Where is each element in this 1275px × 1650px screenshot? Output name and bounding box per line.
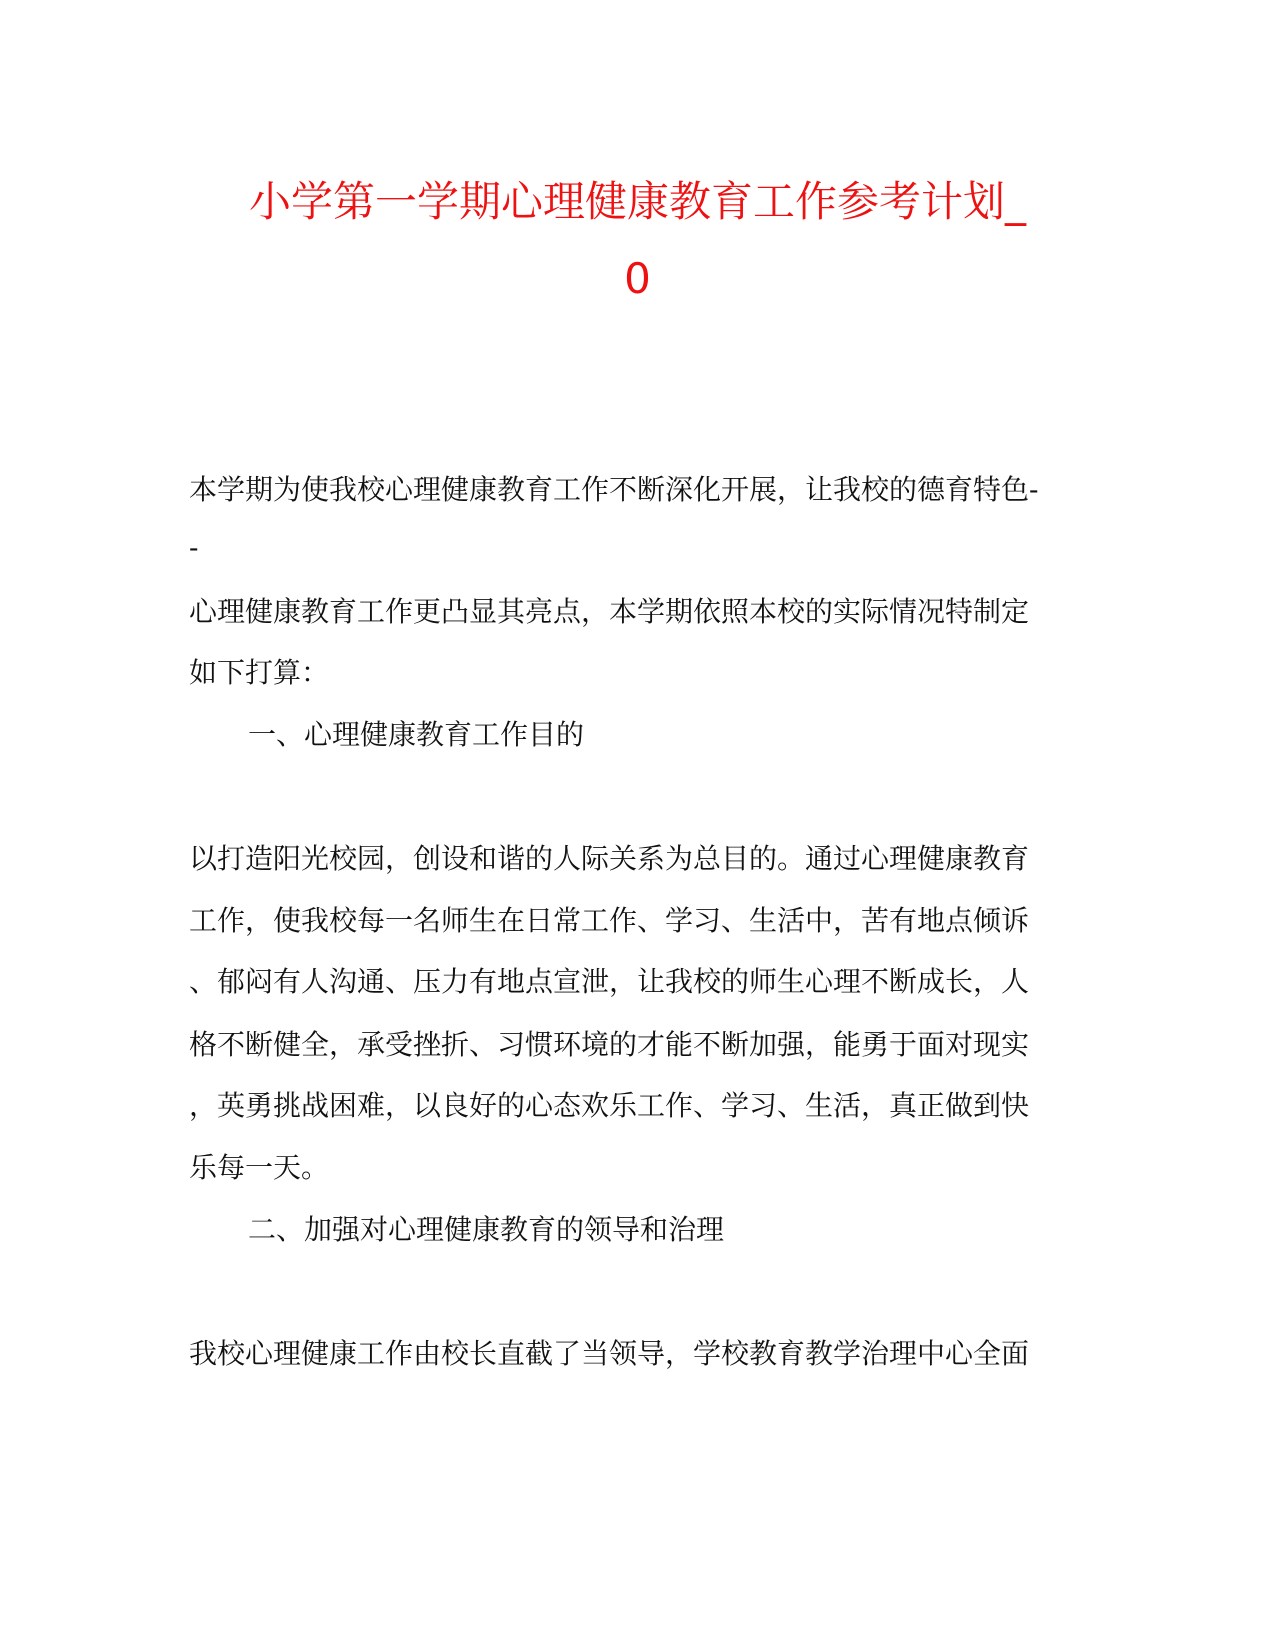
body-line: 工作，使我校每一名师生在日常工作、学习、生活中，苦有地点倾诉 [189, 904, 1030, 937]
body-line: ，英勇挑战困难，以良好的心态欢乐工作、学习、生活，真正做到快 [189, 1089, 1030, 1122]
body-line: 、郁闷有人沟通、压力有地点宣泄，让我校的师生心理不断成长，人 [189, 965, 1030, 998]
body-line: 本学期为使我校心理健康教育工作不断深化开展，让我校的德育特色- [189, 473, 1039, 506]
section-heading: 二、加强对心理健康教育的领导和治理 [248, 1213, 725, 1246]
document-title-line-1: 小学第一学期心理健康教育工作参考计划_ [248, 177, 1026, 226]
body-line: 以打造阳光校园，创设和谐的人际关系为总目的。通过心理健康教育 [189, 842, 1030, 875]
body-line: 我校心理健康工作由校长直截了当领导，学校教育教学治理中心全面 [189, 1337, 1030, 1370]
body-line: 格不断健全，承受挫折、习惯环境的才能不断加强，能勇于面对现实 [189, 1028, 1030, 1061]
section-heading: 一、心理健康教育工作目的 [248, 718, 585, 751]
body-line: 心理健康教育工作更凸显其亮点，本学期依照本校的实际情况特制定 [189, 595, 1030, 628]
body-line: - [189, 531, 199, 564]
body-line: 乐每一天。 [189, 1151, 330, 1184]
document-title-line-2: 0 [624, 254, 651, 303]
body-line: 如下打算： [189, 656, 330, 689]
